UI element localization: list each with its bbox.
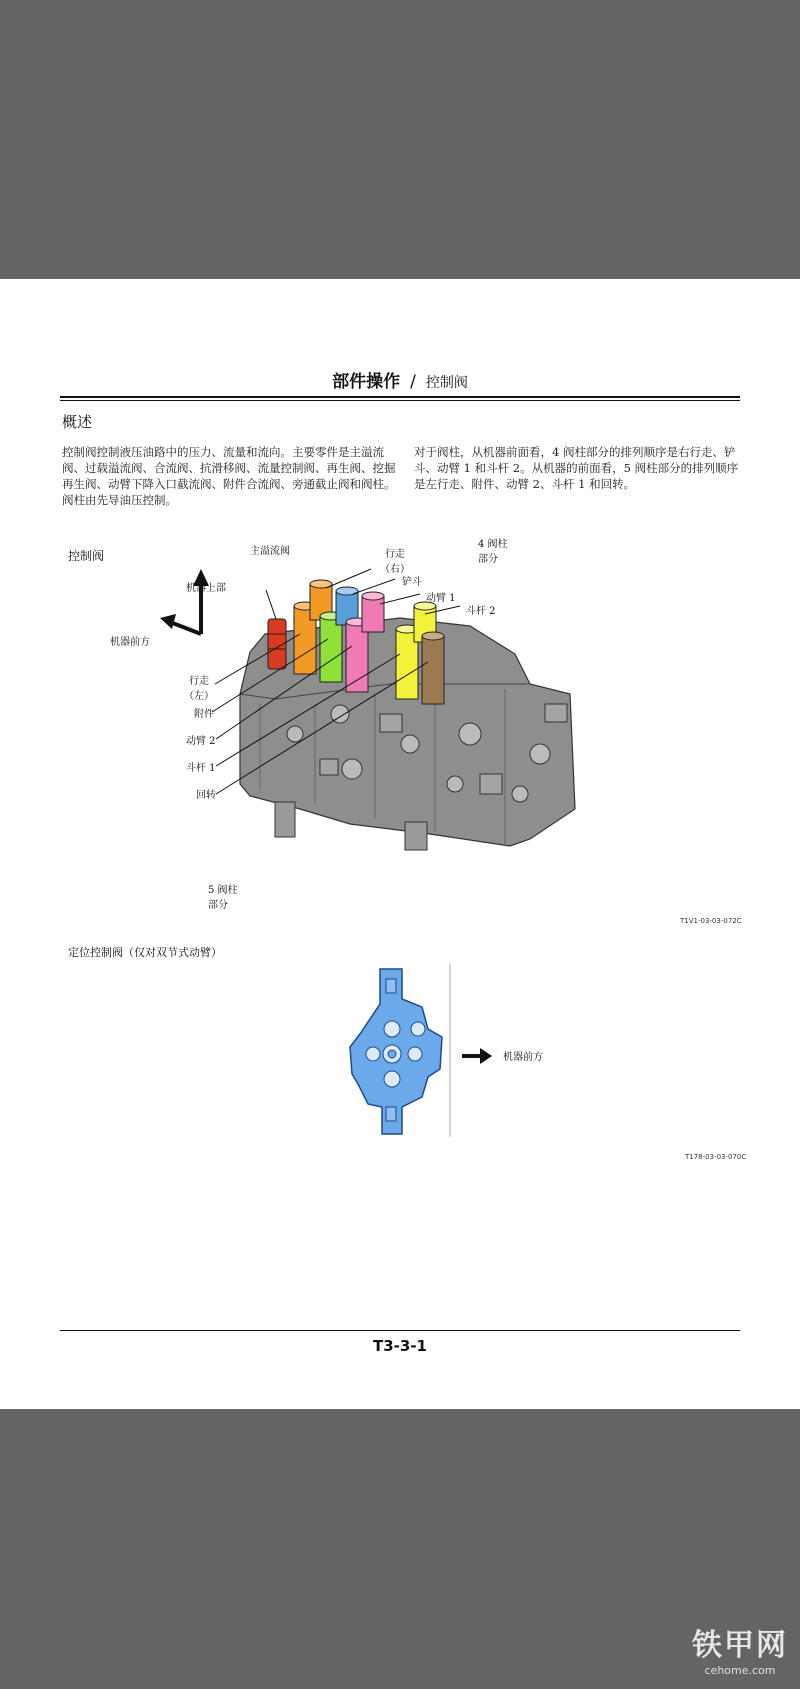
control-valve-figure — [100, 534, 580, 894]
front-arrow-head — [480, 1048, 492, 1064]
header-rule-thin — [60, 400, 740, 401]
label-five-spool-line2: 部分 — [208, 900, 228, 911]
label-travel-left-line2: （左） — [184, 691, 214, 702]
label-travel-left-line1: 行走 — [189, 676, 209, 687]
label-travel-right-line2: （右） — [380, 564, 410, 575]
label-swing: 回转 — [196, 790, 216, 801]
header-separator: / — [410, 372, 416, 392]
label-five-spool — [208, 881, 238, 911]
label-machine-top: 机器上部 — [186, 583, 226, 594]
figure2-arrow-label: 机器前方 — [503, 1052, 543, 1063]
label-four-spool-line1: 4 阀柱 — [478, 539, 508, 550]
spool-swing — [422, 632, 444, 704]
label-travel-right — [380, 545, 410, 575]
label-attachment: 附件 — [194, 709, 214, 720]
label-main-relief: 主溢流阀 — [250, 546, 290, 557]
overview-text-right: 对于阀柱，从机器前面看，4 阀柱部分的排列顺序是右行走、铲斗、动臂 1 和斗杆 2。从机器的前面看，5 阀柱部分的排列顺序是左行走、附件、动臂 2、斗杆 1 和回转。 — [414, 445, 739, 491]
label-four-spool — [478, 535, 508, 565]
label-arm2: 斗杆 2 — [466, 606, 496, 617]
header-rule-thick — [60, 396, 740, 398]
figure2-code: T178-03-03-070C — [685, 1153, 747, 1161]
label-bucket: 铲斗 — [402, 577, 422, 588]
label-boom1: 动臂 1 — [426, 593, 456, 604]
overview-text-left: 控制阀控制液压油路中的压力、流量和流向。主要零件是主溢流阀、过载溢流阀、合流阀、抗滑移阀、流量控制阀、再生阀、挖掘再生阀、动臂下降入口截流阀、附件合流阀、旁通截止阀和阀柱。阀柱由先导油压控制。 — [62, 445, 396, 507]
label-boom2: 动臂 2 — [186, 736, 216, 747]
header-title: 部件操作 — [332, 372, 401, 392]
label-five-spool-line1: 5 阀柱 — [208, 885, 238, 896]
watermark-sub: cehome.com — [704, 1664, 776, 1677]
figure2-title: 定位控制阀（仅对双节式动臂） — [68, 946, 222, 959]
label-arm1: 斗杆 1 — [186, 763, 216, 774]
page-number: T3-3-1 — [373, 1337, 427, 1355]
label-four-spool-line2: 部分 — [478, 554, 498, 565]
label-travel-left — [184, 672, 214, 702]
figure1-title: 控制阀 — [68, 549, 105, 563]
spool-boom1 — [362, 592, 384, 632]
watermark — [692, 1620, 788, 1677]
document-page — [0, 279, 800, 1409]
footer-rule — [60, 1330, 740, 1331]
label-travel-right-line1: 行走 — [385, 549, 405, 560]
watermark-main: 铁甲网 — [692, 1628, 788, 1663]
label-machine-front: 机器前方 — [110, 637, 150, 648]
header-subtitle: 控制阀 — [425, 375, 468, 391]
page-header — [60, 367, 740, 392]
figure1-code: T1V1-03-03-072C — [680, 917, 742, 925]
section-title: 概述 — [62, 413, 93, 431]
